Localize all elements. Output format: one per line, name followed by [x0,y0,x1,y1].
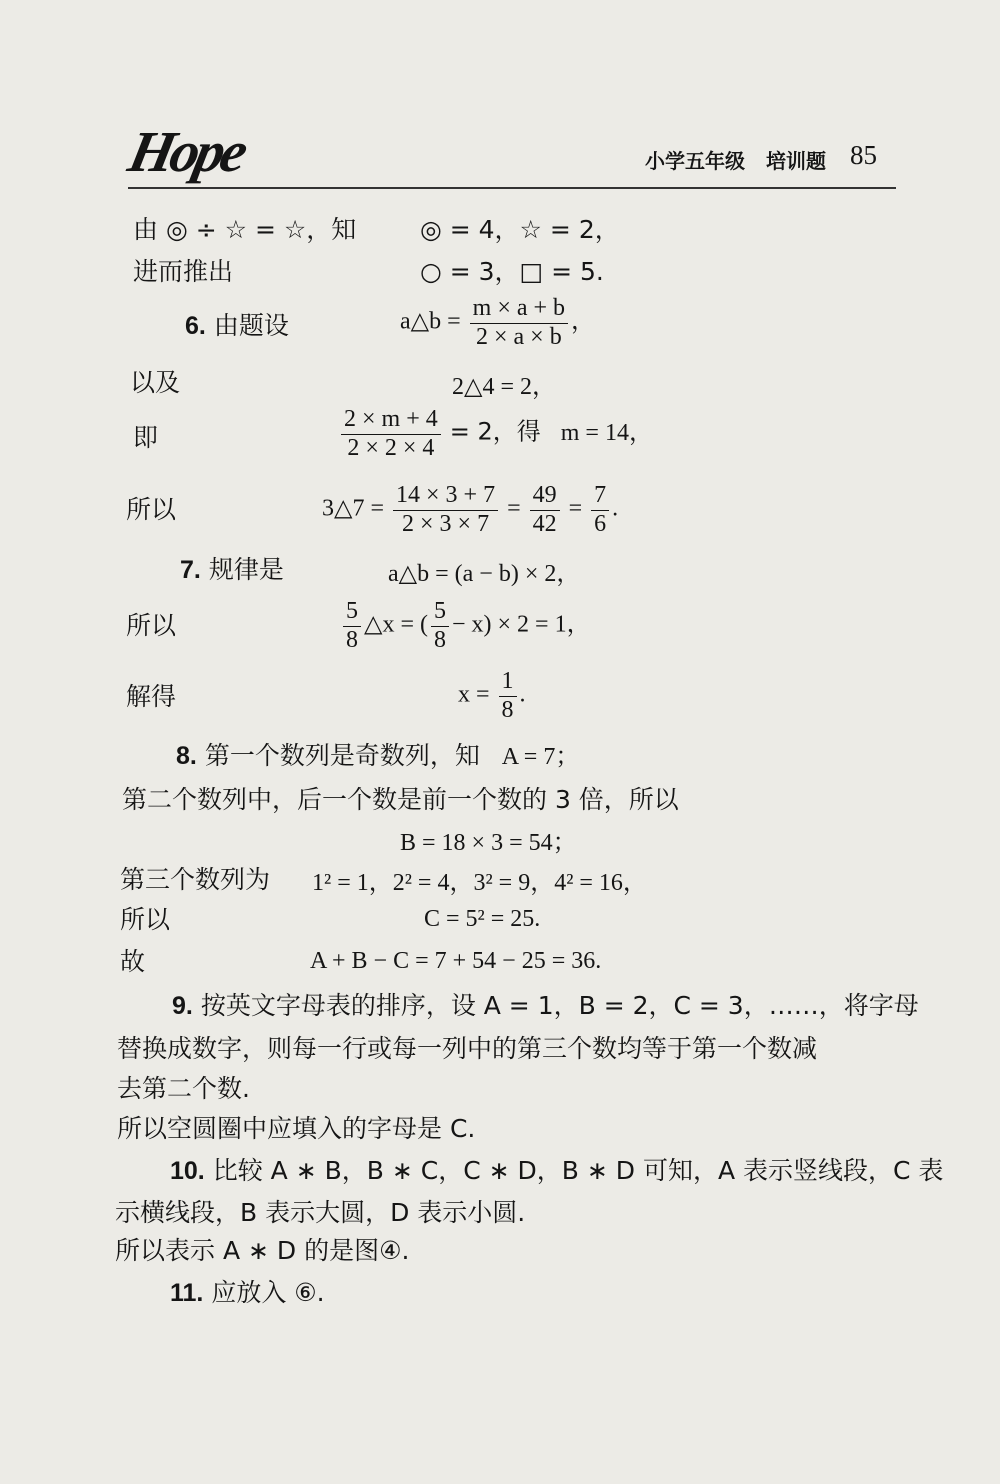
sol6-also-label: 以及 [130,368,181,397]
page-number: 85 [850,140,877,170]
sol11-number: 11. [170,1279,204,1307]
sol6-ie-tail: = 2，得 [449,417,541,446]
sol10-line1-text: 比较 A ∗ B，B ∗ C，C ∗ D，B ∗ D 可知，A 表示竖线段，C 表 [212,1156,944,1185]
sol7-x-numerator: 1 [499,668,517,697]
sol6-heading [185,306,289,342]
sol7-f2-numerator: 5 [431,598,449,627]
sol7-fraction2 [431,598,449,654]
sol6-numerator: m × a + b [470,295,568,324]
sol7-heading [180,550,284,586]
sol5-line1-left: 由 ◎ ÷ ☆ = ☆，知 [133,215,357,244]
sol6-so-lhs: 3△7 = [322,495,384,522]
sol7-x-fraction [499,668,517,724]
sol7-rule: a△b = (a − b) × 2， [388,561,581,587]
sol6-ie-denominator: 2 × 2 × 4 [347,434,435,461]
sol6-definition [400,295,595,351]
sol6-ie-expr [338,406,653,462]
sol8-line5-label: 所以 [120,905,171,934]
sol5-line2-right: ○ = 3，□ = 5. [420,257,604,286]
sol9-line3: 去第二个数. [117,1074,250,1103]
sol8-line1-expr: A = 7； [501,744,580,770]
sol8-number: 8. [176,742,197,770]
type-label: 培训题 [766,149,826,173]
sol8-line6-label: 故 [120,947,146,976]
sol9-line1 [172,985,919,1027]
sol7-x-lhs: x = [458,681,490,708]
sol6-ie-label: 即 [133,423,159,452]
series-label: 小学五年级 [645,149,745,173]
sol8-line1-text: 第一个数列是奇数列，知 [204,741,480,770]
header-rule [128,187,896,189]
sol9-line1-text: 按英文字母表的排序，设 A = 1，B = 2，C = 3，……，将字母 [200,991,919,1020]
sol8-line2: 第二个数列中，后一个数是前一个数的 3 倍，所以 [122,785,679,814]
sol8-line1 [176,736,579,772]
publisher-logo: Hope [123,119,250,184]
sol6-so-expr [322,482,618,538]
sol6-so-eq1: = [507,495,521,522]
sol9-line2: 替换成数字，则每一行或每一列中的第三个数均等于第一个数减 [117,1034,818,1063]
sol7-equation [340,598,591,654]
sol7-tail: − x) × 2 = 1， [451,611,591,638]
sol8-line6-expr: A + B − C = 7 + 54 − 25 = 36. [310,948,602,974]
sol11-line1 [170,1272,325,1314]
sol11-line1-text: 应放入 ⑥. [211,1278,325,1307]
sol7-x-denominator: 8 [501,696,514,723]
sol5-line1-right: ◎ = 4，☆ = 2， [420,215,620,244]
sol7-x-end: . [519,681,526,708]
sol7-so-label: 所以 [126,611,177,640]
sol7-f1-denominator: 8 [346,626,358,653]
sol8-line5-expr: C = 5² = 25. [424,906,541,932]
sol9-line4: 所以空圆圈中应填入的字母是 C. [117,1114,476,1143]
sol7-solution [458,668,526,724]
sol8-line4-label: 第三个数列为 [120,865,271,894]
sol9-number: 9. [172,992,193,1020]
sol6-so-end: . [612,495,619,522]
sol7-fraction1 [343,598,361,654]
sol6-so-denominator2: 42 [532,510,557,537]
sol6-ie-fraction [341,406,441,462]
sol10-line2: 示横线段，B 表示大圆，D 表示小圆. [115,1198,526,1227]
sol6-so-numerator2: 49 [530,482,560,511]
sol10-number: 10. [170,1157,205,1185]
sol6-fraction [470,295,568,351]
sol6-number: 6. [185,312,206,340]
sol7-mid: △x = ( [364,611,428,638]
sol7-f2-denominator: 8 [433,626,446,653]
sol8-line4-expr: 1² = 1，2² = 4，3² = 9，4² = 16， [312,870,647,896]
sol6-so-numerator1: 14 × 3 + 7 [393,482,498,511]
sol6-so-fraction1 [393,482,498,538]
sol6-also-expr: 2△4 = 2， [452,374,556,400]
sol10-line1 [170,1150,943,1192]
sol6-lhs: a△b = [400,308,461,335]
sol6-so-fraction3 [591,482,609,538]
sol6-so-eq2: = [568,495,583,522]
sol6-so-denominator1: 2 × 3 × 7 [402,510,490,537]
sol7-number: 7. [180,556,201,584]
sol6-denominator: 2 × a × b [475,323,562,350]
sol8-line3: B = 18 × 3 = 54； [400,830,577,856]
sol6-so-numerator3: 7 [591,482,609,511]
sol7-f1-numerator: 5 [343,598,361,627]
sol5-line2-left: 进而推出 [133,257,234,286]
sol7-label: 规律是 [208,555,284,584]
sol6-so-fraction2 [530,482,560,538]
sol6-label: 由题设 [213,311,289,340]
sol6-ie-result: m = 14， [560,419,653,446]
sol6-tail: ， [571,308,596,335]
sol6-so-denominator3: 6 [594,510,607,537]
sol6-ie-numerator: 2 × m + 4 [341,406,441,435]
sol10-line3: 所以表示 A ∗ D 的是图④. [115,1236,410,1265]
sol6-so-label: 所以 [126,495,177,524]
sol7-solve-label: 解得 [126,682,177,711]
